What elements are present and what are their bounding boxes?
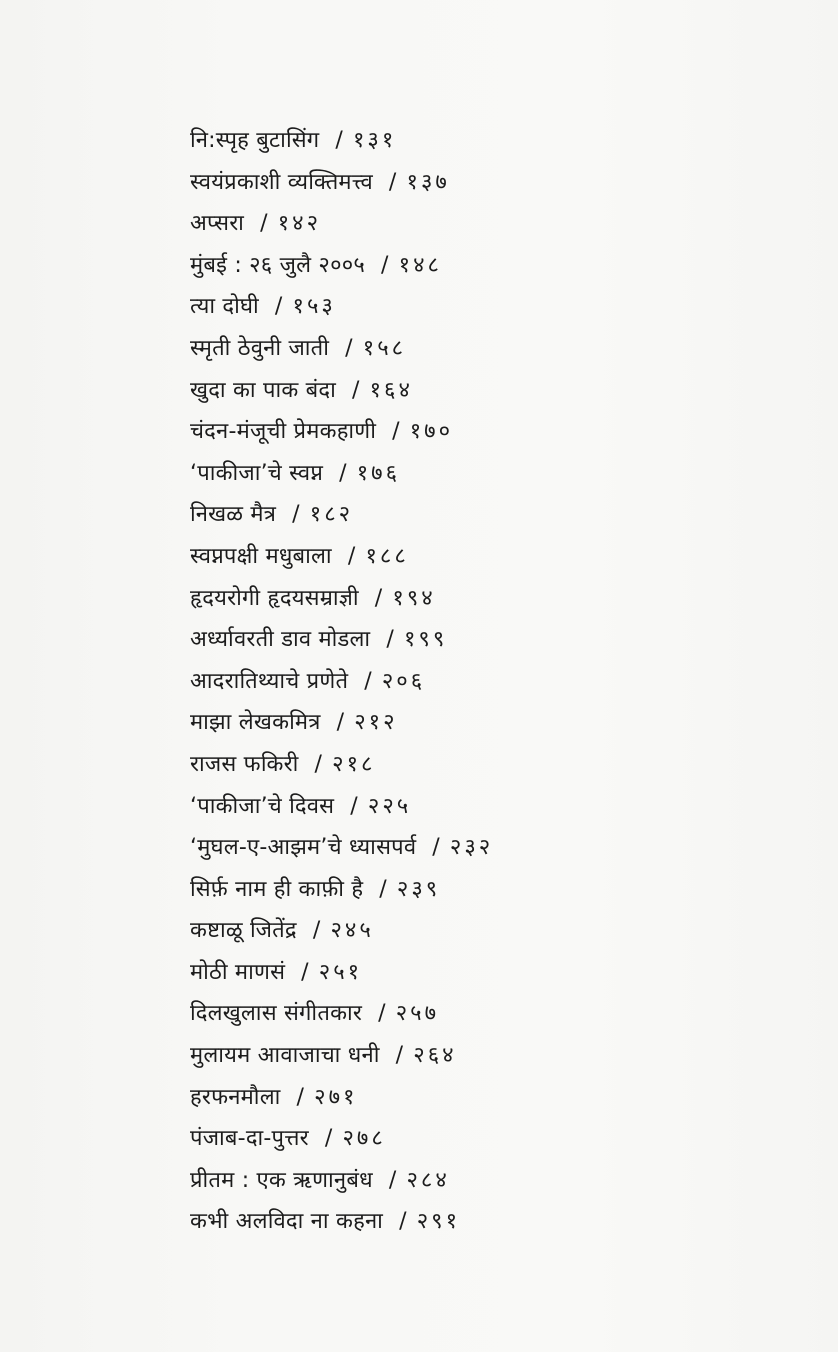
- entry-title: ‘मुघल-ए-आझम’चे ध्यासपर्व: [190, 835, 417, 861]
- entry-page-number: २०६: [381, 668, 426, 694]
- entry-title: खुदा का पाक बंदा: [190, 377, 336, 403]
- toc-entry: [190, 1160, 790, 1202]
- entry-separator: /: [388, 1167, 397, 1193]
- entry-page-number: १५८: [362, 335, 407, 361]
- entry-title: ‘पाकीजा’चे दिवस: [190, 793, 335, 819]
- entry-page-number: २१८: [332, 751, 376, 777]
- entry-separator: /: [292, 502, 300, 528]
- entry-page-number: १६४: [369, 377, 413, 403]
- toc-entry: [190, 162, 790, 204]
- toc-entry: [190, 619, 790, 661]
- toc-entry: [190, 328, 790, 370]
- entry-separator: /: [395, 1043, 404, 1069]
- entry-page-number: १८२: [309, 502, 354, 528]
- entry-title: ‘पाकीजा’चे स्वप्न: [190, 460, 324, 486]
- toc-entry: [190, 786, 790, 828]
- entry-page-number: २५७: [395, 1001, 440, 1027]
- entry-separator: /: [296, 1084, 305, 1110]
- entry-page-number: २६४: [413, 1043, 457, 1069]
- entry-separator: /: [335, 128, 343, 153]
- entry-title: मुंबई : २६ जुलै २००५: [190, 252, 365, 278]
- entry-title: हृदयरोगी हृदयसम्राज्ञी: [190, 585, 359, 611]
- entry-page-number: १३७: [406, 169, 450, 195]
- toc-entry: [190, 1201, 790, 1243]
- entry-title: आदरातिथ्याचे प्रणेते: [190, 668, 349, 694]
- entry-title: नि:स्पृह बुटासिंग: [190, 128, 320, 153]
- entry-title: स्मृती ठेवुनी जाती: [190, 335, 330, 361]
- toc-entry: [190, 120, 790, 162]
- entry-title: दिलखुलास संगीतकार: [190, 1001, 363, 1027]
- toc-entry: [190, 203, 790, 245]
- toc-entry: [190, 910, 790, 952]
- entry-separator: /: [374, 585, 383, 611]
- entry-page-number: २३२: [449, 835, 494, 861]
- toc-entry: [190, 1035, 790, 1077]
- entry-separator: /: [324, 1126, 333, 1152]
- toc-entry: [190, 993, 790, 1035]
- entry-separator: /: [364, 668, 372, 694]
- entry-separator: /: [350, 793, 358, 819]
- toc-entry: [190, 744, 790, 786]
- entry-separator: /: [378, 1001, 386, 1027]
- toc-entry: [190, 869, 790, 911]
- entry-title: अप्सरा: [190, 211, 245, 237]
- entry-page-number: १५३: [292, 294, 336, 320]
- entry-page-number: १९९: [403, 627, 448, 653]
- toc-entry: [190, 702, 790, 744]
- toc-entry: [190, 453, 790, 495]
- entry-page-number: १९४: [392, 585, 436, 611]
- entry-page-number: २९१: [416, 1209, 461, 1235]
- toc-entry: [190, 578, 790, 620]
- entry-separator: /: [381, 252, 389, 278]
- entry-title: त्या दोघी: [190, 294, 259, 320]
- toc-entry: [190, 1077, 790, 1119]
- toc-entry: [190, 661, 790, 703]
- entry-title: राजस फकिरी: [190, 751, 299, 777]
- entry-title: निखळ मैत्र: [190, 502, 277, 528]
- entry-page-number: २८४: [406, 1167, 450, 1193]
- entry-title: प्रीतम : एक ऋणानुबंध: [190, 1167, 373, 1193]
- entry-page-number: १७०: [409, 419, 454, 445]
- toc-entry: [190, 245, 790, 287]
- entry-title: मोठी माणसं: [190, 959, 286, 985]
- entry-separator: /: [432, 835, 440, 861]
- entry-page-number: १४२: [277, 211, 322, 237]
- entry-page-number: २३९: [396, 876, 441, 902]
- entry-separator: /: [379, 876, 387, 902]
- entry-title: कभी अलविदा ना कहना: [190, 1209, 384, 1235]
- entry-separator: /: [274, 294, 283, 320]
- entry-separator: /: [399, 1209, 407, 1235]
- entry-separator: /: [386, 627, 394, 653]
- entry-separator: /: [388, 169, 397, 195]
- entry-title: मुलायम आवाजाचा धनी: [190, 1043, 380, 1069]
- entry-page-number: १४८: [398, 252, 442, 278]
- entry-page-number: १८८: [365, 543, 409, 569]
- entry-title: चंदन-मंजूची प्रेमकहाणी: [190, 419, 377, 445]
- toc-entry: [190, 952, 790, 994]
- entry-separator: /: [392, 419, 400, 445]
- entry-page-number: १७६: [356, 460, 401, 486]
- entry-title: हरफनमौला: [190, 1084, 281, 1110]
- entry-separator: /: [339, 460, 347, 486]
- entry-separator: /: [351, 377, 360, 403]
- entry-title: स्वयंप्रकाशी व्यक्तिमत्त्व: [190, 169, 373, 195]
- toc-entry: [190, 827, 790, 869]
- toc-entry: [190, 536, 790, 578]
- entry-page-number: २४५: [330, 918, 374, 944]
- entry-separator: /: [347, 543, 356, 569]
- entry-page-number: २१२: [354, 710, 398, 736]
- entry-separator: /: [312, 918, 321, 944]
- entry-page-number: १३१: [352, 128, 397, 153]
- entry-title: सिर्फ़ नाम ही काफ़ी है: [190, 876, 364, 902]
- entry-separator: /: [301, 959, 309, 985]
- toc-entry: [190, 494, 790, 536]
- entry-page-number: २५१: [318, 959, 363, 985]
- toc-entry: [190, 411, 790, 453]
- entry-title: कष्टाळू जितेंद्र: [190, 918, 297, 944]
- toc-entry: [190, 286, 790, 328]
- entry-title: स्वप्नपक्षी मधुबाला: [190, 543, 332, 569]
- toc-entry: [190, 370, 790, 412]
- entry-title: अर्ध्यावरती डाव मोडला: [190, 627, 371, 653]
- table-of-contents: [190, 120, 790, 1243]
- entry-page-number: २२५: [367, 793, 412, 819]
- entry-title: पंजाब-दा-पुत्तर: [190, 1126, 309, 1152]
- entry-page-number: २७८: [342, 1126, 386, 1152]
- entry-separator: /: [314, 751, 323, 777]
- entry-page-number: २७१: [314, 1084, 358, 1110]
- entry-separator: /: [345, 335, 353, 361]
- entry-separator: /: [260, 211, 268, 237]
- entry-title: माझा लेखकमित्र: [190, 710, 321, 736]
- entry-separator: /: [336, 710, 345, 736]
- toc-entry: [190, 1118, 790, 1160]
